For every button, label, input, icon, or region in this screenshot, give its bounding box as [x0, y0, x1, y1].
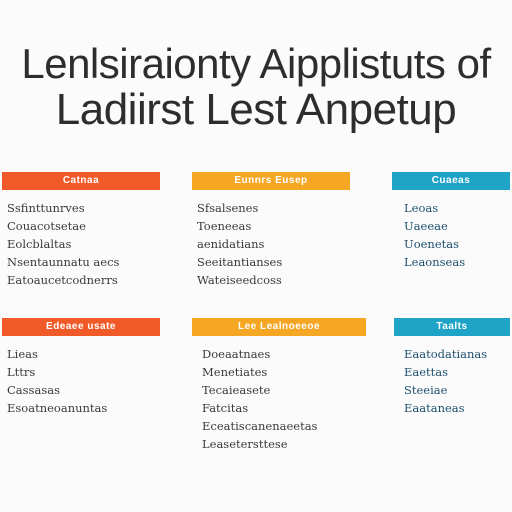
list-item: Uaeeae	[404, 219, 448, 233]
list-item: Seeitantianses	[197, 255, 283, 269]
category-card	[2, 318, 160, 417]
category-card	[392, 172, 510, 271]
category-card	[192, 318, 366, 453]
category-card	[2, 172, 160, 289]
card-list	[394, 336, 510, 417]
list-item: aenidatians	[197, 237, 265, 251]
page-title-line-2: Ladiirst Lest Anpetup	[55, 85, 457, 134]
card-list	[2, 190, 160, 289]
list-item: Couacotsetae	[7, 219, 86, 233]
list-item: Eaataneas	[404, 401, 465, 415]
card-header: Eunnrs Eusep	[192, 172, 350, 190]
list-item: Cassasas	[7, 383, 60, 397]
list-item: Tecaieasete	[202, 383, 271, 397]
category-card	[394, 318, 510, 417]
category-card	[192, 172, 350, 289]
list-item: Eceatiscanenaeetas	[202, 419, 318, 433]
list-item: Toeneeas	[197, 219, 252, 233]
list-item: Eolcblaltas	[7, 237, 72, 251]
list-item: Wateiseedcoss	[197, 273, 282, 287]
list-item: Leaonseas	[404, 255, 466, 269]
list-item: Fatcitas	[202, 401, 249, 415]
list-item: Eaettas	[404, 365, 449, 379]
card-list	[392, 190, 510, 271]
list-item: Sfsalsenes	[197, 201, 259, 215]
list-item: Esoatneoanuntas	[7, 401, 108, 415]
page-title-line-1: Lenlsiraionty Aipplistuts of	[21, 40, 491, 87]
card-header: Taalts	[394, 318, 510, 336]
list-item: Steeiae	[404, 383, 448, 397]
list-item: Leoas	[404, 201, 439, 215]
list-item: Uoenetas	[404, 237, 460, 251]
list-item: Ssfinttunrves	[7, 201, 85, 215]
list-item: Leasetersttese	[202, 437, 288, 451]
list-item: Eaatodatianas	[404, 347, 488, 361]
card-list	[2, 336, 160, 417]
card-header: Cuaeas	[392, 172, 510, 190]
list-item: Doeaatnaes	[202, 347, 271, 361]
list-item: Nsentaunnatu aecs	[7, 255, 120, 269]
list-item: Lieas	[7, 347, 38, 361]
list-item: Menetiates	[202, 365, 268, 379]
card-list	[192, 190, 350, 289]
list-item: Eatoaucetcodnerrs	[7, 273, 118, 287]
list-item: Lttrs	[7, 365, 36, 379]
card-header: Catnaa	[2, 172, 160, 190]
card-header: Lee Lealnoeeoe	[192, 318, 366, 336]
card-list	[192, 336, 366, 453]
card-header: Edeaee usate	[2, 318, 160, 336]
